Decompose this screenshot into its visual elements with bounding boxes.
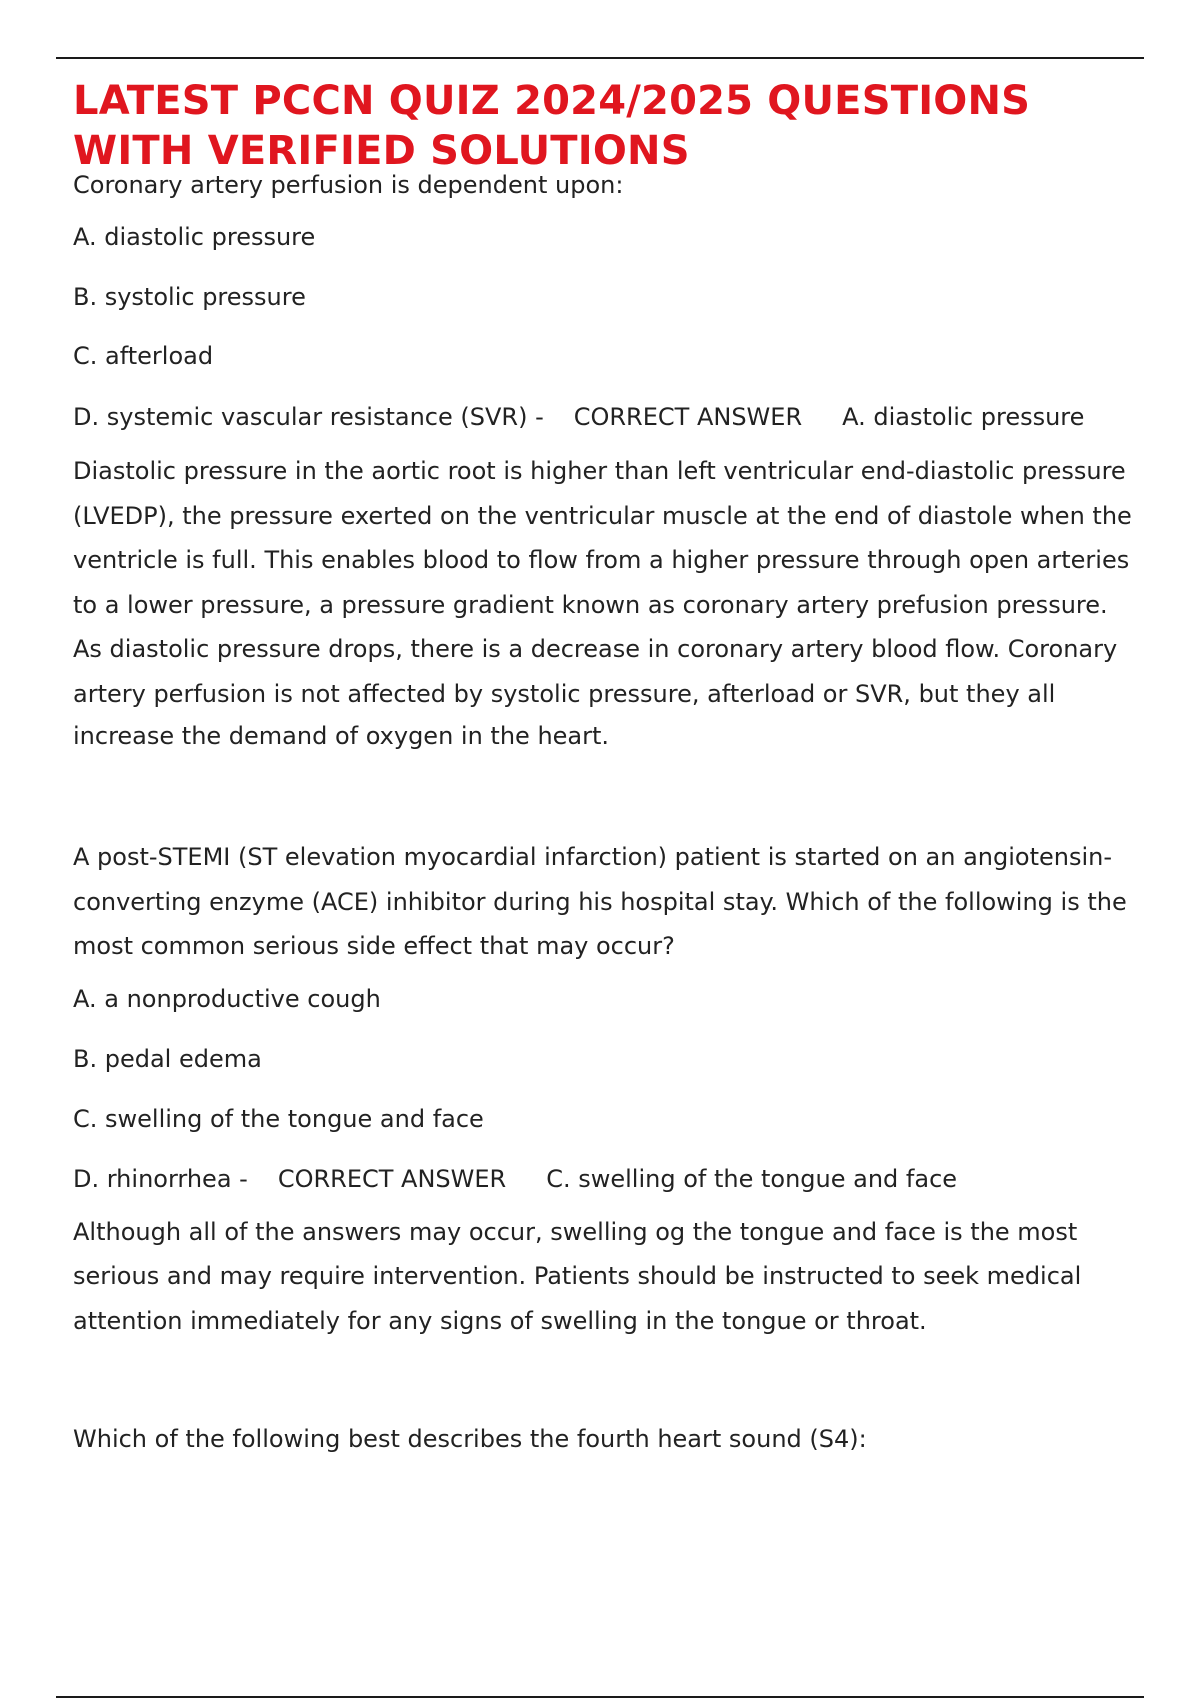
option-b: B. systolic pressure xyxy=(73,283,306,311)
option-d: D. rhinorrhea - xyxy=(73,1164,248,1193)
title-line-1: LATEST PCCN QUIZ 2024/2025 QUESTIONS xyxy=(73,78,1031,124)
title-line-2: WITH VERIFIED SOLUTIONS xyxy=(73,128,690,174)
explanation-line: ventricle is full. This enables blood to flow from a higher pressure through open arteries xyxy=(73,546,1130,574)
option-a: A. a nonproductive cough xyxy=(73,984,381,1013)
option-c: C. swelling of the tongue and face xyxy=(73,1104,484,1133)
question-stem: Which of the following best describes the fourth heart sound (S4): xyxy=(73,1425,867,1453)
explanation-line: increase the demand of oxygen in the heart. xyxy=(73,722,610,750)
explanation-line: to a lower pressure, a pressure gradient known as coronary artery prefusion pressure. xyxy=(73,590,1108,619)
explanation-line: As diastolic pressure drops, there is a decrease in coronary artery blood flow. Coronary xyxy=(73,635,1118,663)
explanation xyxy=(73,449,1153,756)
question-stem-line: converting enzyme (ACE) inhibitor during his hospital stay. Which of the following is the xyxy=(73,887,1127,916)
explanation-line: Although all of the answers may occur, swelling og the tongue and face is the most xyxy=(73,1217,1078,1246)
question-stem-line: most common serious side effect that may occur? xyxy=(73,932,675,960)
option-d-with-answer xyxy=(73,1164,1153,1194)
question-2 xyxy=(73,835,1153,1343)
explanation-line: attention immediately for any signs of swelling in the tongue or throat. xyxy=(73,1306,927,1335)
explanation-line: (LVEDP), the pressure exerted on the ventricular muscle at the end of diastole when the xyxy=(73,501,1132,530)
explanation-line: serious and may require intervention. Patients should be instructed to seek medical xyxy=(73,1262,1082,1290)
correct-answer-label: CORRECT ANSWER xyxy=(573,403,803,431)
question-1 xyxy=(73,163,1153,756)
document-title xyxy=(73,76,1153,176)
explanation-line: Diastolic pressure in the aortic root is higher than left ventricular end-diastolic pressure xyxy=(73,457,1126,485)
top-rule xyxy=(56,57,1144,59)
option-d-with-answer xyxy=(73,402,1153,432)
correct-answer: C. swelling of the tongue and face xyxy=(546,1164,958,1193)
option-b: B. pedal edema xyxy=(73,1044,262,1073)
option-a: A. diastolic pressure xyxy=(73,223,316,251)
correct-answer-label: CORRECT ANSWER xyxy=(277,1164,507,1193)
correct-answer: A. diastolic pressure xyxy=(842,403,1085,431)
explanation-line: artery perfusion is not affected by systolic pressure, afterload or SVR, but they all xyxy=(73,679,1056,708)
bottom-rule xyxy=(56,1696,1144,1698)
document-body xyxy=(73,76,1153,1461)
question-stem-line: A post-STEMI (ST elevation myocardial infarction) patient is started on an angiotensin- xyxy=(73,843,1113,871)
option-c: C. afterload xyxy=(73,342,214,370)
question-stem: Coronary artery perfusion is dependent upon: xyxy=(73,171,624,199)
question-3 xyxy=(73,1417,1153,1461)
option-d: D. systemic vascular resistance (SVR) - xyxy=(73,403,544,431)
explanation xyxy=(73,1210,1153,1344)
